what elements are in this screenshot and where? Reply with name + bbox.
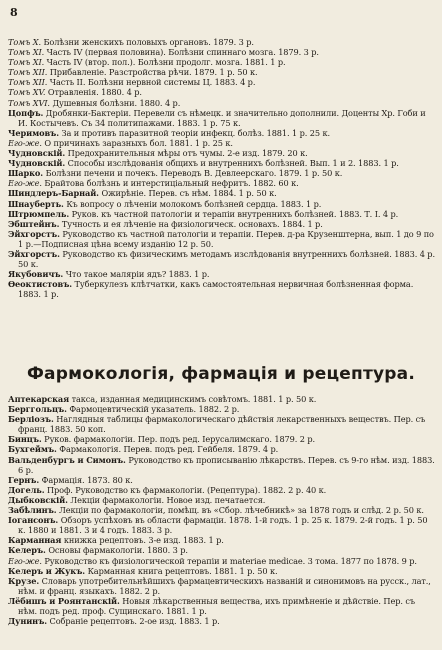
entry-author: Лёбишъ и Роянтанскій. xyxy=(8,595,120,606)
entry-author: Томъ X. xyxy=(8,37,41,47)
catalog-entry xyxy=(8,108,436,128)
entry-text: Туберкулезъ клѣтчатки, какъ самостоятельная нервичная болѣзненная форма. 1883. 1 р. xyxy=(18,279,414,300)
entry-author: Штрюмпель. xyxy=(8,208,70,219)
entry-author: Чудновскій. xyxy=(8,158,66,169)
entry-text: Наглядныя таблицы фармакологическаго дѣйствія лекарственныхъ веществъ. Пер. съ франц. 1883. 50 коп. xyxy=(18,414,426,435)
entry-text: Дробянки-Бактеріи. Перевели съ нѣмецк. и значительно дополнили. Доценты Хр. Гоби и И. Костычевъ. Съ 34 политипажами. 1883. 1 р. 75 к. xyxy=(18,107,426,128)
catalog-entry xyxy=(8,229,436,249)
catalog-entry xyxy=(8,495,436,505)
catalog-entry xyxy=(8,444,436,454)
catalog-entry xyxy=(8,47,436,57)
entry-author: Догель. xyxy=(8,484,45,495)
entry-author: Цопфъ. xyxy=(8,107,44,118)
catalog-list-pharmacology xyxy=(8,394,436,626)
entry-text: Руководство къ частной патологіи и терапіи. Перев. д-ра Крузенштерна, вып. 1 до 9 по 1 р.—Подписная цѣна всему изданію 12 р. 50. xyxy=(18,228,434,249)
catalog-entry xyxy=(8,556,436,566)
entry-text: Словарь употребительнѣйшихъ фармацевтическихъ названій и синонимовъ на русск., лат., нѣм. и франц. языкахъ. 1882. 2 р. xyxy=(18,575,431,596)
catalog-entry xyxy=(8,434,436,444)
entry-author: Берліозъ. xyxy=(8,414,54,425)
catalog-list-medicine xyxy=(8,37,436,299)
entry-author: Томъ XII. xyxy=(8,67,48,78)
entry-text: Карманная книга рецептовъ. 1881. 1 р. 50 к. xyxy=(87,565,278,576)
entry-text: книжка рецептовъ. 3-е изд. 1883. 1 р. xyxy=(63,535,224,546)
catalog-entry xyxy=(8,616,436,626)
entry-author: Томъ XII. xyxy=(8,77,48,88)
catalog-entry xyxy=(8,128,436,138)
entry-text: Къ вопросу о лѣченіи молокомъ болѣзней сердца. 1883. 1 р. xyxy=(66,198,322,209)
entry-text: За и противъ паразитной теоріи инфекц. болѣз. 1881. 1 р. 25 к. xyxy=(61,127,331,138)
entry-author: Его-же. xyxy=(8,137,42,148)
section-title: Фармокологія, фармація и рецептура. xyxy=(27,364,415,384)
catalog-entry xyxy=(8,77,436,87)
entry-author: Крузе. xyxy=(8,575,40,586)
entry-author: Его-же. xyxy=(8,178,42,189)
entry-text: Болѣзни печени и почекъ. Переводъ В. Девлеерскаго. 1879. 1 р. 50 к. xyxy=(45,168,343,179)
entry-author: Аптекарская xyxy=(8,394,70,404)
entry-text: Тучность и ея лѣченіе на физіологическ. основахъ. 1884. 1 р. xyxy=(61,218,323,229)
entry-author: Эйхгорстъ. xyxy=(8,228,60,239)
catalog-entry xyxy=(8,178,436,188)
entry-author: Томъ XI. xyxy=(8,57,45,68)
entry-text: Часть IV (втор. пол.). Болѣзни продолг. мозга. 1881. 1 р. xyxy=(46,57,286,68)
catalog-entry xyxy=(8,209,436,219)
catalog-entry xyxy=(8,515,436,535)
entry-author: Шнауберть. xyxy=(8,198,64,209)
entry-author: Эбштейнъ. xyxy=(8,218,60,229)
page-number: 8 xyxy=(10,6,18,19)
entry-author: Бухгеймъ. xyxy=(8,444,57,455)
entry-text: Предохранительныя мѣры отъ чумы. 2-е изд. 1879. 20 к. xyxy=(67,148,308,159)
catalog-entry xyxy=(8,199,436,209)
entry-author: Шиндлеръ-Барнай. xyxy=(8,188,99,199)
catalog-entry xyxy=(8,485,436,495)
entry-author: Якубовичъ. xyxy=(8,269,64,280)
catalog-entry xyxy=(8,269,436,279)
entry-text: Фармація. 1873. 80 к. xyxy=(41,474,133,485)
entry-author: Дунинъ. xyxy=(8,616,48,627)
entry-text: Руководство къ физіологической терапіи и materiae medicae. 3 тома. 1877 по 1878. 9 р. xyxy=(44,555,417,566)
entry-text: Часть II. Болѣзни нервной системы Ц. 1883. 4 р. xyxy=(49,77,256,88)
catalog-entry xyxy=(8,188,436,198)
entry-author: Чудновскій. xyxy=(8,148,66,159)
entry-author: Бинцъ. xyxy=(8,434,42,445)
entry-author: Іогансонъ. xyxy=(8,515,59,526)
entry-author: Өеоктистовъ. xyxy=(8,279,73,290)
entry-author: Вальденбургъ и Симонъ. xyxy=(8,454,126,465)
entry-text: Лекціи по фармакологіи, помѣщ. въ «Сбор. лѣчебникѣ» за 1878 годъ и слѣд. 2 р. 50 к. xyxy=(59,505,424,516)
catalog-entry xyxy=(8,566,436,576)
entry-text: Фармоцевтическій указатель. 1882. 2 р. xyxy=(69,404,240,415)
entry-author: Забѣлинъ. xyxy=(8,505,57,516)
catalog-entry xyxy=(8,404,436,414)
entry-text: такса, изданная медицинскимъ совѣтомъ. 1881. 1 р. 50 к. xyxy=(71,394,317,404)
catalog-entry xyxy=(8,148,436,158)
catalog-entry xyxy=(8,67,436,77)
catalog-entry xyxy=(8,475,436,485)
entry-text: Обзоръ успѣховъ въ области фармаціи. 1878. 1-й годъ. 1 р. 25 к. 1879. 2-й годъ. 1 р. 50 к. 1880 и 1881. 3 и 4 годъ. 1883. 3 р. xyxy=(18,515,428,536)
entry-author: Шарко. xyxy=(8,168,44,179)
entry-text: Часть IV (первая половина). Болѣзни спиннаго мозга. 1879. 3 р. xyxy=(46,47,319,58)
catalog-entry xyxy=(8,158,436,168)
entry-text: Основы фармакологіи. 1880. 3 р. xyxy=(48,545,188,556)
entry-author: Берггольцъ. xyxy=(8,404,67,415)
catalog-entry xyxy=(8,455,436,475)
entry-author: Келеръ и Жукъ. xyxy=(8,565,86,576)
catalog-entry xyxy=(8,576,436,596)
entry-text: Отравленія. 1880. 4 р. xyxy=(47,87,142,98)
entry-author: Гернъ. xyxy=(8,474,40,485)
entry-text: Душевныя болѣзни. 1880. 4 р. xyxy=(52,97,181,108)
entry-text: Новыя лѣкарственныя вещества, ихъ примѣненіе и дѣйствіе. Пер. съ нѣм. подъ ред. проф. Сущинскаго. 1881. 1 р. xyxy=(18,595,415,616)
catalog-entry xyxy=(8,37,436,47)
entry-text: Собраніе рецептовъ. 2-ое изд. 1883. 1 р. xyxy=(49,616,220,627)
catalog-entry xyxy=(8,57,436,67)
catalog-entry xyxy=(8,87,436,97)
entry-author: Томъ XV. xyxy=(8,87,46,98)
entry-text: Прибавленіе. Разстройства рѣчи. 1879. 1 р. 50 к. xyxy=(49,67,258,78)
entry-text: Что такое маляріи ядъ? 1883. 1 р. xyxy=(65,269,210,280)
catalog-entry xyxy=(8,279,436,299)
entry-text: Проф. Руководство къ фармакологіи. (Рецептура). 1882. 2 р. 40 к. xyxy=(46,484,327,495)
catalog-entry xyxy=(8,545,436,555)
catalog-entry xyxy=(8,535,436,545)
entry-author: Томъ XI. xyxy=(8,47,45,58)
catalog-entry xyxy=(8,219,436,229)
entry-author: Дыбковскій. xyxy=(8,494,68,505)
entry-text: О причинахъ заразныхъ бол. 1881. 1 р. 25 к. xyxy=(44,137,233,148)
entry-text: Болѣзни женскихъ половыхъ органовъ. 1879. 3 р. xyxy=(43,37,254,47)
entry-text: Ожирѣніе. Перев. съ нѣм. 1884. 1 р. 50 к. xyxy=(101,188,277,199)
entry-author: Карманная xyxy=(8,535,62,546)
catalog-entry xyxy=(8,505,436,515)
entry-text: Брайтова болѣзнь и интерстиціальный нефритъ. 1882. 60 к. xyxy=(44,178,299,189)
catalog-entry xyxy=(8,596,436,616)
entry-author: Томъ XVI. xyxy=(8,97,50,108)
entry-text: Руков. къ частной патологіи и терапіи внутреннихъ болѣзней. 1883. Т. I. 4 р. xyxy=(71,208,399,219)
entry-author: Его-же. xyxy=(8,555,42,566)
catalog-entry xyxy=(8,414,436,434)
catalog-entry xyxy=(8,394,436,404)
entry-text: Способы изслѣдованія общихъ и внутреннихъ болѣзней. Вып. 1 и 2. 1883. 1 р. xyxy=(67,158,399,169)
catalog-entry xyxy=(8,168,436,178)
entry-text: Руководство къ прописыванію лѣкарствъ. Перев. съ 9-го нѣм. изд. 1883. 6 р. xyxy=(18,454,435,475)
entry-author: Черимовъ. xyxy=(8,127,59,138)
catalog-entry xyxy=(8,138,436,148)
entry-author: Эйхгорстъ. xyxy=(8,248,60,259)
entry-author: Келеръ. xyxy=(8,545,46,556)
entry-text: Руководство къ физическимъ методамъ изслѣдованія внутреннихъ болѣзней. 1883. 4 р. 50 к. xyxy=(18,248,435,270)
entry-text: Фармакологія. Перев. подъ ред. Гейбеля. 1879. 4 р. xyxy=(59,444,279,455)
entry-text: Лекціи фармакологіи. Новое изд. печатается. xyxy=(70,494,266,505)
catalog-entry xyxy=(8,249,436,269)
entry-text: Руков. фармакологіи. Пер. подъ ред. Іерусалимскаго. 1879. 2 р. xyxy=(44,434,316,445)
catalog-entry xyxy=(8,98,436,108)
